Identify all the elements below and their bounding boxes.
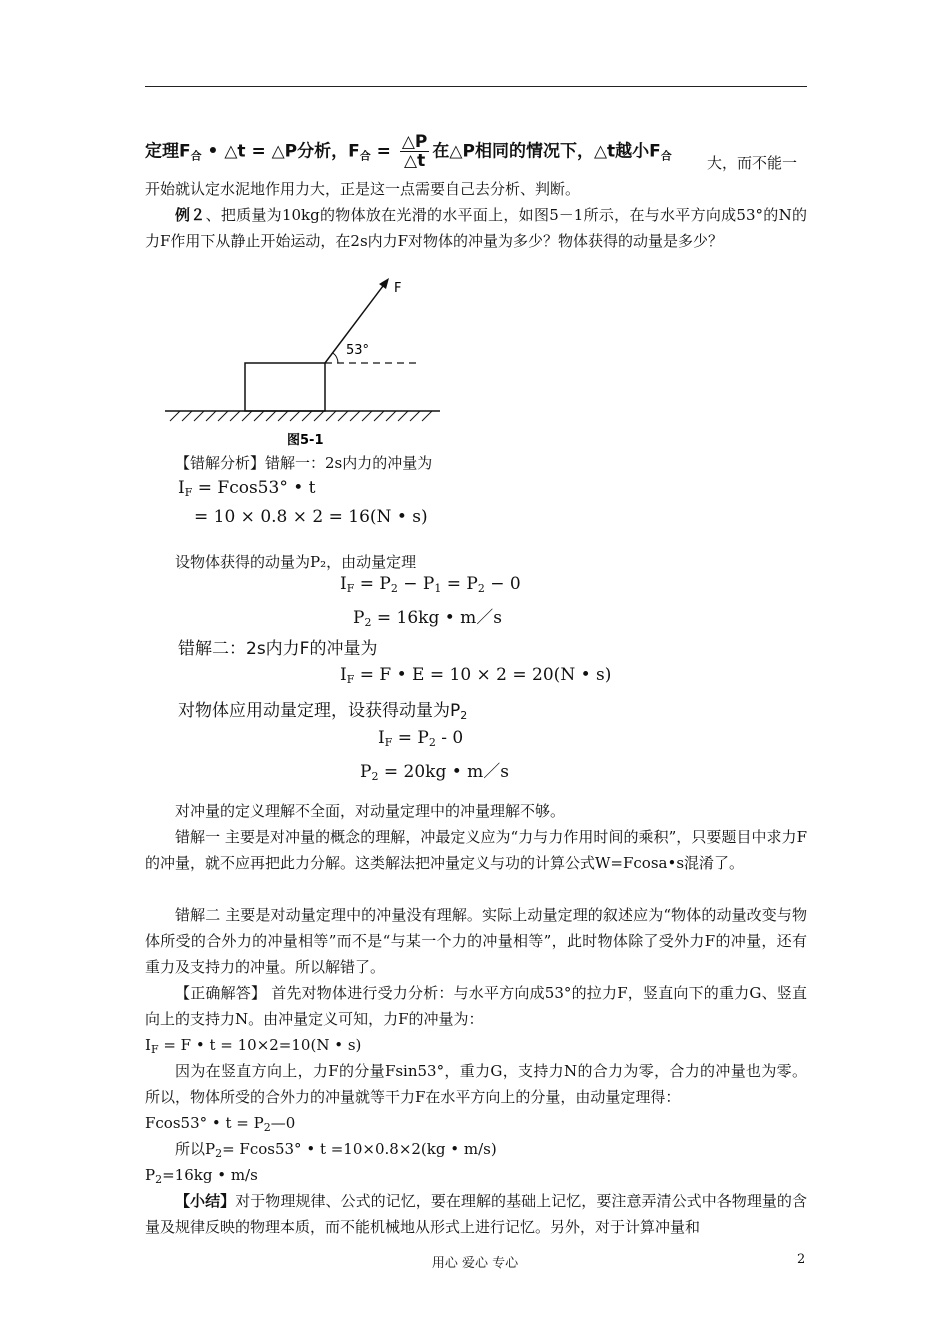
- paragraph-resultant: 因为在竖直方向上，力F的分量Fsin53°，重力G，支持力N的合力为零，合力的冲量也为零。所以，物体所受的合外力的冲量就等干力F在水平方向上的分量，由动量定理得：: [145, 1062, 807, 1106]
- page-number: 2: [797, 1252, 806, 1267]
- equation-5: $I_F = F$ • E = 10 × 2 = 20(N • s): [340, 665, 612, 686]
- paragraph-error-two: 错解二 主要是对动量定理中的冲量没有理解。实际上动量定理的叙述应为“物体的动量改变与物体所受的合外力的冲量相等”而不是“与某一个力的冲量相等”，此时物体除了受外力F的冲量，还有重力及支持力的冲量。所以解错了。: [145, 906, 807, 976]
- summary-paragraph: 【小结】对于物理规律、公式的记忆，要在理解的基础上记忆，要注意弄清公式中各物理量的含量及规律反映的物理本质，而不能机械地从形式上进行记忆。另外，对于计算冲量和: [145, 1192, 807, 1236]
- theorem-line: 定理$F_合$ • △t = △P分析，$F_合$ = $\frac{\triangle P}{\triangle t}$ 在△P相同的情况下，△t越小$F_合$: [145, 132, 672, 171]
- angle-arc: [333, 353, 338, 363]
- figure-5-1: [160, 274, 450, 454]
- equation-4: $P_2 = 16kg$ • m／s: [353, 608, 502, 629]
- example-label: 例２: [175, 206, 206, 224]
- paragraph-definition: 对冲量的定义理解不全面，对动量定理中的冲量理解不够。: [175, 802, 566, 820]
- set-momentum-line: 设物体获得的动量为P₂，由动量定理: [175, 553, 417, 571]
- angle-label: 53°: [346, 343, 370, 358]
- therefore-line: 所以$P_2= Fcos53^\circ$ • t =10×0.8×2(kg • m/s): [175, 1140, 497, 1160]
- force-arrowhead: [379, 278, 389, 289]
- momentum-equation-line: Fcos53° • $t = P_2—0$: [145, 1114, 296, 1134]
- error-analysis-head: 【错解分析】错解一：2s内力的冲量为: [175, 454, 433, 472]
- paragraph-error-one: 错解一 主要是对冲量的概念的理解，冲最定义应为“力与力作用时间的乘积”，只要题目中求力F的冲量，就不应再把此力分解。这类解法把冲量定义与功的计算公式W=Fcosa•s混淆了。: [145, 828, 807, 872]
- equation-1: $I_F = Fcos53^\circ$ • t: [178, 478, 316, 499]
- equation-7: $P_2 = 20kg$ • m／s: [360, 762, 509, 783]
- result-line: $P_2=16kg$ • m/s: [145, 1166, 258, 1186]
- figure-caption: 图5-1: [287, 433, 324, 448]
- equation-2: = 10 × 0.8 × 2 = 16(N • s): [194, 507, 428, 527]
- correct-answer-paragraph: 【正确解答】 首先对物体进行受力分析：与水平方向成53°的拉力F，竖直向下的重力G、竖直向上的支持力N。由冲量定义可知，力F的冲量为：: [145, 984, 807, 1028]
- error-two-head: 错解二：2s内力F的冲量为: [178, 639, 378, 659]
- apply-theorem-line: 对物体应用动量定理，设获得动量为$P_2$: [178, 701, 468, 722]
- block: [245, 363, 325, 411]
- header-rule: [145, 86, 807, 87]
- equation-3: $I_F = P_2 - P_1 = P_2 - 0$: [340, 574, 521, 595]
- conclusion-line: 开始就认定水泥地作用力大，正是这一点需要自己去分析、判断。: [145, 180, 581, 198]
- equation-6: $I_F = P_2 - 0$: [378, 728, 464, 749]
- impulse-line: $I_F = F$ • t = 10×2=10(N • s): [145, 1036, 362, 1056]
- force-label: F: [394, 281, 402, 296]
- example-paragraph: 例２、把质量为10kg的物体放在光滑的水平面上，如图5－1所示，在与水平方向成53°的N的力F作用下从静止开始运动，在2s内力F对物体的冲量为多少？物体获得的动量是多少？: [145, 206, 807, 250]
- ground-hatch: [170, 411, 432, 421]
- theorem-line-tail: 大，而不能一: [707, 154, 798, 172]
- footer-text: 用心 爱心 专心: [431, 1256, 519, 1271]
